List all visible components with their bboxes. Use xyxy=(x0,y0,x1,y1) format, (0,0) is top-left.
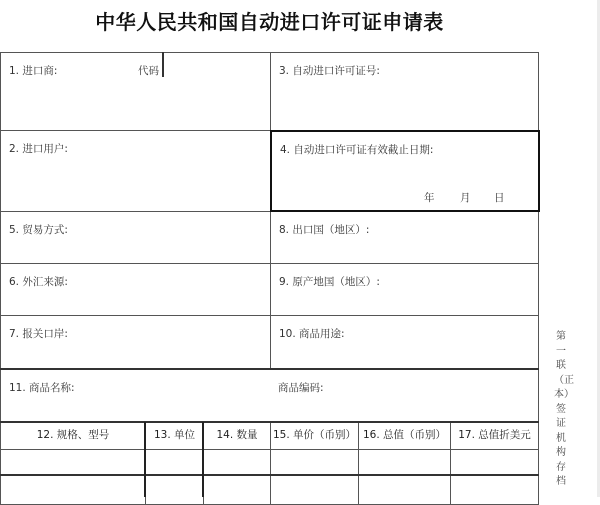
table-cell[interactable] xyxy=(203,449,271,476)
expiry-date-label: 4. 自动进口许可证有效截止日期: xyxy=(280,144,434,156)
table-cell[interactable] xyxy=(358,449,451,476)
customs-port-label: 7. 报关口岸: xyxy=(9,328,68,340)
field-importer[interactable] xyxy=(0,52,271,131)
field-origin-country[interactable] xyxy=(270,263,539,316)
table-cell[interactable] xyxy=(450,449,539,476)
forex-source-label: 6. 外汇来源: xyxy=(9,276,68,288)
table-cell[interactable] xyxy=(145,475,204,505)
origin-country-label: 9. 原产地国（地区）: xyxy=(279,276,380,288)
col-divider xyxy=(202,422,204,497)
field-export-country[interactable] xyxy=(270,211,539,264)
field-expiry-date[interactable] xyxy=(270,130,540,212)
col-header-unit: 13. 单位 xyxy=(145,422,204,450)
license-number-label: 3. 自动进口许可证号: xyxy=(279,65,380,77)
trade-mode-label: 5. 贸易方式: xyxy=(9,224,68,236)
field-goods-name[interactable] xyxy=(0,369,539,423)
col-header-total-value: 16. 总值（币别） xyxy=(358,422,451,450)
goods-name-label: 11. 商品名称: xyxy=(9,382,75,394)
table-cell[interactable] xyxy=(203,475,271,505)
row-divider xyxy=(0,474,539,476)
col-header-quantity: 14. 数量 xyxy=(203,422,271,450)
table-cell[interactable] xyxy=(450,475,539,505)
field-goods-use[interactable] xyxy=(270,315,539,370)
field-customs-port[interactable] xyxy=(0,315,271,370)
section-divider xyxy=(0,368,539,370)
table-top-divider xyxy=(0,421,539,423)
field-import-user[interactable] xyxy=(0,130,271,212)
table-cell[interactable] xyxy=(0,449,146,476)
importer-label: 1. 进口商: xyxy=(9,65,58,77)
col-header-unit-price: 15. 单价（币别） xyxy=(270,422,359,450)
form-title: 中华人民共和国自动进口许可证申请表 xyxy=(95,10,444,34)
table-cell[interactable] xyxy=(270,475,359,505)
table-cell[interactable] xyxy=(0,475,146,505)
field-forex-source[interactable] xyxy=(0,263,271,316)
day-label: 日 xyxy=(494,192,505,204)
table-cell[interactable] xyxy=(358,475,451,505)
importer-code-label: 代码 xyxy=(138,65,159,77)
month-label: 月 xyxy=(460,192,471,204)
year-label: 年 xyxy=(424,192,435,204)
copy-note-vertical: 第一联（正本）签证机构存档 xyxy=(554,331,574,487)
table-cell[interactable] xyxy=(145,449,204,476)
col-divider xyxy=(144,422,146,497)
field-license-number[interactable] xyxy=(270,52,539,131)
export-country-label: 8. 出口国（地区）: xyxy=(279,224,370,236)
table-cell[interactable] xyxy=(270,449,359,476)
code-divider xyxy=(162,52,164,77)
col-header-spec: 12. 规格、型号 xyxy=(0,422,146,450)
goods-use-label: 10. 商品用途: xyxy=(279,328,345,340)
field-trade-mode[interactable] xyxy=(0,211,271,264)
col-header-total-usd: 17. 总值折美元 xyxy=(450,422,539,450)
import-user-label: 2. 进口用户: xyxy=(9,143,68,155)
goods-code-label: 商品编码: xyxy=(278,382,324,394)
